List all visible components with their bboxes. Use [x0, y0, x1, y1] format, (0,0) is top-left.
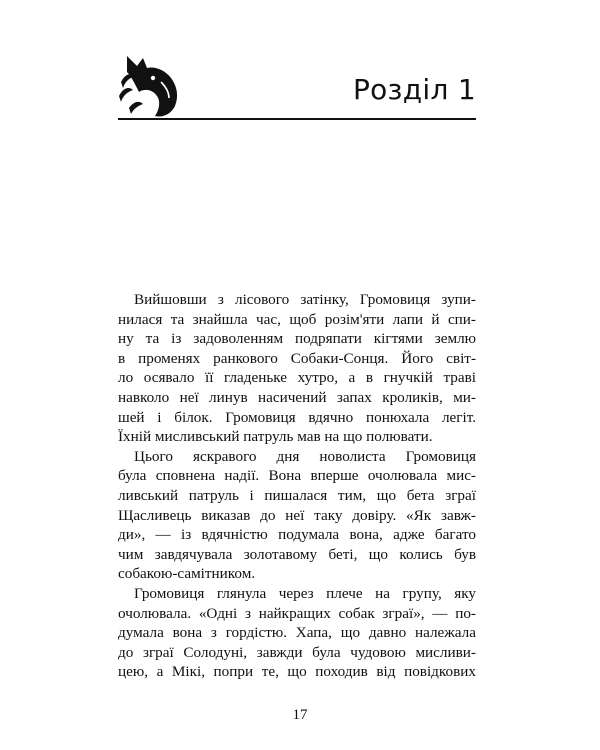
- text-line: ди», — із вдячністю подумала вона, адже багато: [118, 526, 476, 544]
- paragraph-2: [118, 447, 476, 584]
- text-line: Цього яскравого дня новолиста Громовиця: [134, 447, 476, 465]
- text-line: була сповнена надії. Вона вперше очолювала мис-: [118, 467, 476, 485]
- text-line: думала вона з гордістю. Хапа, що давно належала: [118, 624, 476, 642]
- text-line: ну та із задоволенням подряпати кігтями землю: [118, 330, 476, 348]
- page-number: 17: [292, 707, 308, 723]
- text-line: Їхній мисливський патруль мав на що полювати.: [118, 428, 433, 446]
- text-line: Щасливець виказав до неї таку довіру. «Як завж-: [118, 506, 476, 524]
- text-line: очолювала. «Одні з найкращих собак зграї», — по-: [118, 604, 476, 622]
- chapter-title: Розділ 1: [352, 73, 476, 106]
- paragraph-1: [118, 290, 476, 447]
- paragraph-3: [118, 584, 476, 682]
- text-line: цею, а Мікі, попри те, що походив від повідкових: [118, 663, 476, 681]
- text-line: в променях ранкового Собаки-Сонця. Його світ-: [118, 349, 476, 367]
- text-line: шей і білок. Громовиця вдячно понюхала легіт.: [118, 408, 476, 426]
- text-line: навколо неї линув насичений запах кроликів, ми-: [118, 388, 476, 406]
- text-line: Громовиця глянула через плече на групу, яку: [134, 584, 476, 602]
- wolf-head-icon: [117, 52, 185, 118]
- chapter-rule: [118, 118, 476, 120]
- text-line: нилася та знайшла час, щоб розім'яти лапи й спи-: [118, 310, 476, 328]
- text-line: ло осявало її гладеньке хутро, а в гнучкій траві: [118, 369, 476, 387]
- text-line: до зграї Солодуні, завжди була чудовою мисливи-: [118, 643, 476, 661]
- text-line: ливський патруль і пишалася тим, що бета зграї: [118, 486, 476, 504]
- text-line: собакою-самітником.: [118, 565, 256, 583]
- body-text: [118, 290, 476, 682]
- text-line: чим завдячувала золотавому беті, що колись був: [118, 545, 476, 563]
- text-line: Вийшовши з лісового затінку, Громовиця зупи-: [134, 291, 476, 308]
